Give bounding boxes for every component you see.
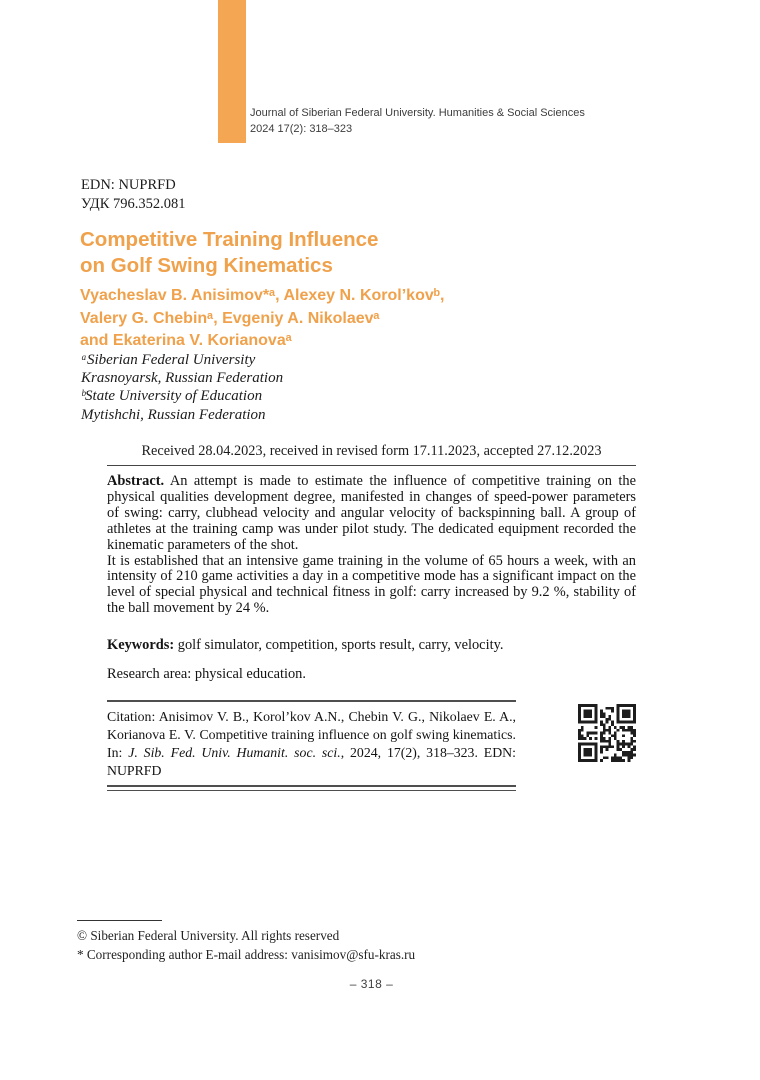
abstract-label: Abstract. (107, 473, 165, 489)
affiliation-line: ᵃSiberian Federal University (81, 352, 256, 368)
title-line-1: Competitive Training Influence (80, 228, 379, 251)
journal-header (250, 106, 585, 137)
keywords-text: golf simulator, competition, sports result, carry, velocity. (174, 637, 504, 653)
author-line-2: Valery G. Chebinᵃ, Evgeniy A. Nikolaevᵃ (80, 309, 380, 327)
affiliation-line: Mytishchi, Russian Federation (81, 406, 266, 423)
qr-code (578, 704, 636, 762)
page-number: – 318 – (349, 977, 394, 991)
journal-issue: 2024 17(2): 318–323 (250, 122, 353, 135)
affiliation-line: ᵇState University of Education (81, 388, 263, 405)
author-line-1: Vyacheslav B. Anisimov*ᵃ, Alexey N. Korol’kovᵇ, (80, 287, 445, 304)
citation-journal-abbrev: J. Sib. Fed. Univ. Humanit. soc. sci. (128, 745, 341, 760)
keywords-label: Keywords: (107, 637, 175, 653)
footer-notes (77, 926, 637, 964)
citation-text (107, 702, 516, 780)
udk-code: УДК 796.352.081 (81, 195, 186, 212)
received-dates: Received 28.04.2023, received in revised form 17.11.2023, accepted 27.12.2023 (141, 443, 602, 459)
citation-rule-bottom (107, 785, 516, 791)
abstract-paragraph-2: It is established that an intensive game training in the volume of 65 hours a week, with an intensity of 210 game activities a day in a competitive mode has a significant impact on the level of special physical and technical fitness in golf: carry increased by 9.2 %, stability of the ball movement by 24 %. (107, 552, 636, 617)
footnote-rule (77, 920, 162, 921)
research-area: Research area: physical education. (107, 666, 306, 682)
keywords (107, 637, 636, 654)
title-line-2: on Golf Swing Kinematics (80, 254, 333, 277)
author-line-3: and Ekaterina V. Korianovaᵃ (80, 332, 292, 349)
citation-part-2: , 2024, 17(2), 318–323. EDN: NUPRFD (107, 745, 516, 778)
copyright-note: © Siberian Federal University. All rights reserved (77, 928, 340, 943)
abstract-paragraph-1 (107, 474, 636, 554)
abstract-text: An attempt is made to estimate the influence of competitive training on the physical qualities development degree, manifested in changes of speed-power parameters of swing: carry, clubhead velocity and angular velocity of backspinning ball. A group of athletes at the training camp was under pilot study. The dedicated equipment recorded the kinematic parameters of the shot. (107, 473, 636, 553)
citation-block (107, 700, 516, 791)
abstract-top-rule (107, 465, 636, 466)
article-title (80, 227, 378, 279)
authors (80, 285, 444, 353)
corresponding-author-note: * Corresponding author E-mail address: vanisimov@sfu-kras.ru (77, 947, 416, 962)
affiliations (81, 351, 283, 424)
journal-name: Journal of Siberian Federal University. Humanities & Social Sciences (250, 107, 585, 119)
article-identifiers (81, 176, 186, 213)
abstract (107, 474, 636, 617)
affiliation-line: Krasnoyarsk, Russian Federation (81, 370, 284, 387)
accent-bar (218, 0, 246, 143)
citation-part-1: Citation: Anisimov V. B., Korol’kov A.N., Chebin V. G., Nikolaev E. A., Korianova E. V. Competitive training influence on golf swing kinematics. In: (107, 709, 516, 760)
edn-code: EDN: NUPRFD (81, 177, 176, 193)
